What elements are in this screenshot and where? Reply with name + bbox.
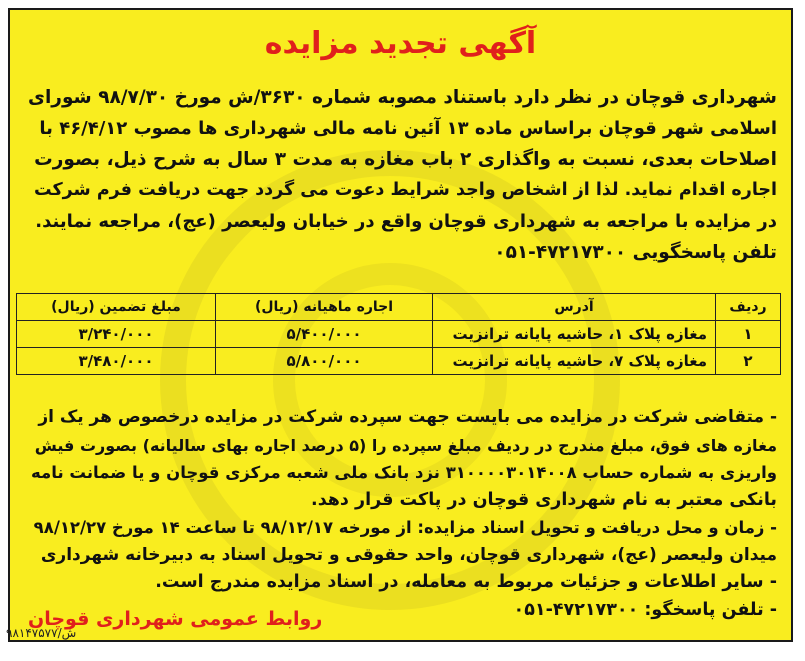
cell-monthly-rent: ۵/۸۰۰/۰۰۰ — [216, 348, 433, 375]
table-header-row — [17, 294, 781, 321]
shops-table — [16, 293, 781, 375]
cell-address: مغازه پلاک ۱، حاشیه پایانه ترانزیت — [433, 321, 716, 348]
terms-line: - سایر اطلاعات و جزئیات مربوط به معامله، در اسناد مزایده مندرج است. — [155, 572, 777, 592]
terms-line: بانکی معتبر به نام شهرداری قوچان در پاکت قرار دهد. — [311, 489, 777, 510]
intro-phone-line: تلفن پاسخگویی ۴۷۲۱۷۳۰۰-۰۵۱ — [494, 242, 777, 263]
intro-line: اسلامی شهر قوچان براساس ماده ۱۳ آئین نامه مالی شهرداری ها مصوب ۴۶/۴/۱۲ با — [39, 118, 777, 139]
intro-paragraph — [24, 82, 777, 268]
intro-line: اجاره اقدام نماید. لذا از اشخاص واجد شرایط دعوت می گردد جهت دریافت فرم شرکت — [33, 180, 777, 200]
terms-line: - متقاضی شرکت در مزایده می بایست جهت سپرده شرکت در مزایده درخصوص هر یک از — [38, 407, 777, 427]
header-deposit: مبلغ تضمین (ریال) — [17, 294, 216, 321]
cell-address: مغازه پلاک ۷، حاشیه پایانه ترانزیت — [433, 348, 716, 375]
cell-monthly-rent: ۵/۴۰۰/۰۰۰ — [216, 321, 433, 348]
header-monthly-rent: اجاره ماهیانه (ریال) — [216, 294, 433, 321]
terms-line: مغازه های فوق، مبلغ مندرج در ردیف مبلغ سپرده را (۵ درصد اجاره بهای سالیانه) بصورت فیش — [34, 435, 777, 455]
table-row — [17, 321, 781, 348]
cell-row-number: ۱ — [716, 321, 781, 348]
terms-section — [24, 404, 777, 624]
header-row-number: ردیف — [716, 294, 781, 321]
terms-phone-line: - تلفن پاسخگو: ۴۷۲۱۷۳۰۰-۰۵۱ — [513, 599, 777, 620]
intro-line: شهرداری قوچان در نظر دارد باستناد مصوبه شماره ۳۶۳۰/ش مورخ ۹۸/۷/۳۰ شورای — [28, 87, 777, 108]
auction-notice — [8, 8, 793, 642]
notice-title: آگهی تجدید مزایده — [264, 26, 537, 61]
terms-line: واریزی به شماره حساب ۳۱۰۰۰۰۳۰۱۴۰۰۸ نزد بانک ملی شعبه مرکزی قوچان و یا ضمانت نامه — [31, 463, 777, 482]
cell-row-number: ۲ — [716, 348, 781, 375]
intro-line: اصلاحات بعدی، نسبت به واگذاری ۲ باب مغازه به مدت ۳ سال به شرح ذیل، بصورت — [34, 149, 777, 170]
terms-line: - زمان و محل دریافت و تحویل اسناد مزایده: از مورخه ۹۸/۱۲/۱۷ تا ساعت ۱۴ مورخ ۹۸/۱۲/۲۷ — [33, 518, 777, 537]
table-row — [17, 348, 781, 375]
public-relations-signature: روابط عمومی شهرداری قوچان — [28, 608, 323, 630]
terms-line: میدان ولیعصر (عج)، شهرداری قوچان، واحد حقوقی و تحویل اسناد به دبیرخانه شهرداری — [40, 544, 777, 565]
cell-deposit: ۳/۴۸۰/۰۰۰ — [17, 348, 216, 375]
cell-deposit: ۳/۲۴۰/۰۰۰ — [17, 321, 216, 348]
header-address: آدرس — [433, 294, 716, 321]
intro-line: در مزایده با مراجعه به شهرداری قوچان واقع در خیابان ولیعصر (عج)، مراجعه نمایند. — [35, 211, 777, 232]
ad-reference-code: ش/۹۸۱۴۷۵۷۷ — [6, 626, 77, 640]
